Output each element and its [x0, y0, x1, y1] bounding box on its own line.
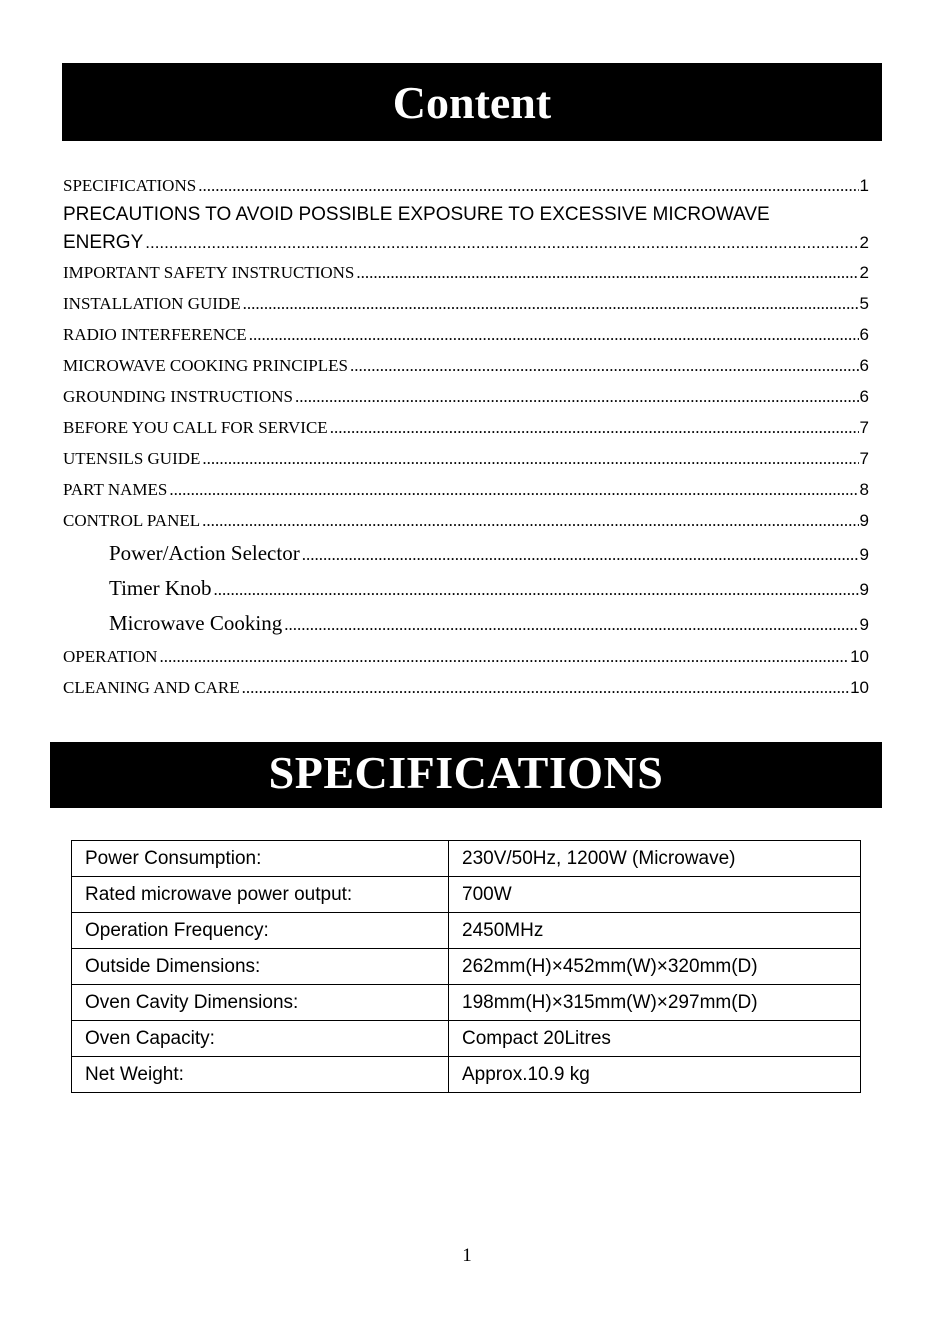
- toc-label: MICROWAVE COOKING PRINCIPLES: [63, 356, 348, 375]
- toc-page: 9: [859, 580, 869, 599]
- toc-label: GROUNDING INSTRUCTIONS: [63, 387, 293, 406]
- toc-entry-power-action[interactable]: [63, 536, 869, 571]
- toc-leader: [243, 288, 859, 319]
- toc-leader: [295, 381, 859, 412]
- toc-page: 1: [859, 176, 869, 195]
- toc-label: CLEANING AND CARE: [63, 678, 240, 697]
- toc-label: IMPORTANT SAFETY INSTRUCTIONS: [63, 263, 355, 282]
- spec-label: Power Consumption:: [72, 841, 449, 877]
- toc-label: PART NAMES: [63, 480, 168, 499]
- toc-entry-operation[interactable]: [63, 641, 869, 672]
- spec-value: 700W: [449, 877, 861, 913]
- toc-leader: [214, 572, 859, 606]
- spec-value: 262mm(H)×452mm(W)×320mm(D): [449, 949, 861, 985]
- toc-leader: [145, 229, 858, 257]
- toc-entry-principles[interactable]: [63, 350, 869, 381]
- toc-label: RADIO INTERFERENCE: [63, 325, 247, 344]
- toc-label: OPERATION: [63, 647, 158, 666]
- table-row: [72, 1057, 861, 1093]
- toc-page: 2: [859, 233, 869, 252]
- table-row: [72, 1021, 861, 1057]
- toc-entry-grounding[interactable]: [63, 381, 869, 412]
- toc-entry-utensils[interactable]: [63, 443, 869, 474]
- toc-page: 5: [859, 294, 869, 313]
- toc-leader: [159, 641, 849, 672]
- toc-label: BEFORE YOU CALL FOR SERVICE: [63, 418, 328, 437]
- toc-leader: [356, 257, 858, 288]
- toc-page: 10: [850, 647, 869, 666]
- spec-value: Compact 20Litres: [449, 1021, 861, 1057]
- toc-label: Timer Knob: [109, 576, 212, 600]
- page-number: 1: [462, 1245, 472, 1266]
- spec-value: 198mm(H)×315mm(W)×297mm(D): [449, 985, 861, 1021]
- spec-value: 230V/50Hz, 1200W (Microwave): [449, 841, 861, 877]
- toc-page: 7: [859, 449, 869, 468]
- spec-label: Oven Cavity Dimensions:: [72, 985, 449, 1021]
- toc-label: INSTALLATION GUIDE: [63, 294, 241, 313]
- spec-label: Rated microwave power output:: [72, 877, 449, 913]
- toc-page: 6: [859, 356, 869, 375]
- specifications-table: [71, 840, 861, 1093]
- toc-page: 9: [859, 615, 869, 634]
- toc-entry-precautions-line2[interactable]: [63, 229, 869, 257]
- toc-page: 2: [859, 263, 869, 282]
- toc-entry-cleaning[interactable]: [63, 672, 869, 703]
- table-row: [72, 841, 861, 877]
- toc-leader: [198, 170, 858, 201]
- content-heading: Content: [62, 63, 882, 141]
- toc-page: 9: [859, 545, 869, 564]
- toc-leader: [284, 607, 858, 641]
- spec-label: Net Weight:: [72, 1057, 449, 1093]
- toc-entry-specifications[interactable]: [63, 170, 869, 201]
- toc-leader: [202, 505, 858, 536]
- toc-label: ENERGY: [63, 232, 144, 253]
- toc-entry-radio[interactable]: [63, 319, 869, 350]
- toc-leader: [169, 474, 858, 505]
- spec-label: Operation Frequency:: [72, 913, 449, 949]
- toc-leader: [202, 443, 858, 474]
- toc-page: 7: [859, 418, 869, 437]
- toc-page: 6: [859, 325, 869, 344]
- toc-leader: [242, 672, 849, 703]
- toc-page: 6: [859, 387, 869, 406]
- table-row: [72, 985, 861, 1021]
- spec-label: Outside Dimensions:: [72, 949, 449, 985]
- toc-label: Microwave Cooking: [109, 611, 283, 635]
- toc-page: 8: [859, 480, 869, 499]
- toc-page: 9: [859, 511, 869, 530]
- toc-leader: [330, 412, 859, 443]
- toc-label: CONTROL PANEL: [63, 511, 201, 530]
- toc-leader: [302, 537, 859, 571]
- toc-entry-important-safety[interactable]: [63, 257, 869, 288]
- spec-label: Oven Capacity:: [72, 1021, 449, 1057]
- table-of-contents: [63, 170, 869, 703]
- toc-label: PRECAUTIONS TO AVOID POSSIBLE EXPOSURE TO EXCESSIVE MICROWAVE: [63, 204, 770, 225]
- toc-label: Power/Action Selector: [109, 541, 300, 565]
- toc-entry-control-panel[interactable]: [63, 505, 869, 536]
- toc-entry-precautions-line1[interactable]: [63, 201, 869, 229]
- toc-entry-before-call[interactable]: [63, 412, 869, 443]
- toc-label: SPECIFICATIONS: [63, 176, 197, 195]
- toc-leader: [249, 319, 859, 350]
- table-row: [72, 949, 861, 985]
- table-row: [72, 913, 861, 949]
- toc-page: 10: [850, 678, 869, 697]
- toc-label: UTENSILS GUIDE: [63, 449, 201, 468]
- toc-entry-installation[interactable]: [63, 288, 869, 319]
- toc-entry-microwave-cooking[interactable]: [63, 606, 869, 641]
- toc-entry-part-names[interactable]: [63, 474, 869, 505]
- spec-value: Approx.10.9 kg: [449, 1057, 861, 1093]
- spec-value: 2450MHz: [449, 913, 861, 949]
- specifications-heading: SPECIFICATIONS: [50, 742, 882, 808]
- toc-leader: [350, 350, 859, 381]
- toc-entry-timer-knob[interactable]: [63, 571, 869, 606]
- table-row: [72, 877, 861, 913]
